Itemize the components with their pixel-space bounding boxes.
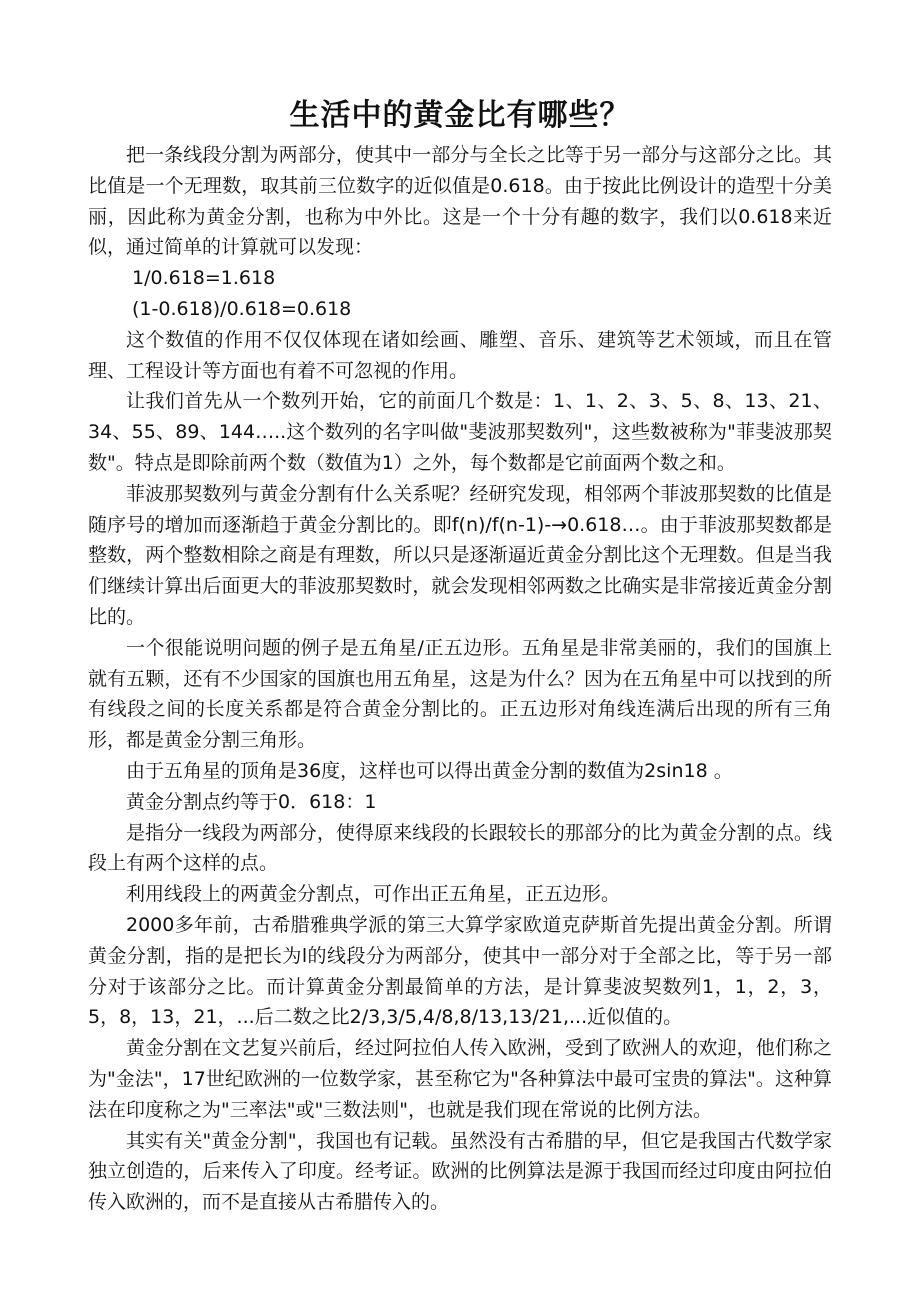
paragraph-apex-angle: 由于五角星的顶角是36度，这样也可以得出黄金分割的数值为2sin18 。 [126, 759, 733, 782]
paragraph-history-europe: 黄金分割在文艺复兴前后，经过阿拉伯人传入欧洲，受到了欧洲人的欢迎，他们称之为"金法"，17世纪欧洲的一位数学家，甚至称它为"各种算法中最可宝贵的算法"。这种算法在印度称之为"三率法"或"三数法则"，也就是我们现在常说的比例方法。 [88, 1037, 832, 1121]
paragraph-golden-point: 黄金分割点约等于0．618：1 [126, 790, 377, 813]
paragraph-history-china: 其实有关"黄金分割"，我国也有记载。虽然没有古希腊的早，但它是我国古代数学家独立创造的，后来传入了印度。经考证。欧洲的比例算法是源于我国而经过印度由阿拉伯传入欧洲的，而不是直接从古希腊传入的。 [88, 1129, 832, 1214]
paragraph-fibonacci-ratio: 菲波那契数列与黄金分割有什么关系呢？经研究发现，相邻两个菲波那契数的比值是随序号的增加而逐渐趋于黄金分割比的。即f(n)/f(n-1)-→0.618…。由于菲波那契数都是整数，两个整数相除之商是有理数，所以只是逐渐逼近黄金分割比这个无理数。但是当我们继续计算出后面更大的菲波那契数时，就会发现相邻两数之比确实是非常接近黄金分割比的。 [88, 482, 832, 628]
document-body [88, 140, 832, 1218]
paragraph-definition: 把一条线段分割为两部分，使其中一部分与全长之比等于另一部分与这部分之比。其比值是一个无理数，取其前三位数字的近似值是0.618。由于按此比例设计的造型十分美丽，因此称为黄金分割，也称为中外比。这是一个十分有趣的数字，我们以0.618来近似，通过简单的计算就可以发现： [88, 144, 832, 259]
formula-line-2: (1-0.618)/0.618=0.618 [132, 297, 352, 320]
document-title: 生活中的黄金比有哪些？ [289, 98, 631, 133]
paragraph-golden-point-definition: 是指分一线段为两部分，使得原来线段的长跟较长的那部分的比为黄金分割的点。线段上有两个这样的点。 [88, 821, 832, 875]
paragraph-applications: 这个数值的作用不仅仅体现在诸如绘画、雕塑、音乐、建筑等艺术领域，而且在管理、工程设计等方面也有着不可忽视的作用。 [88, 328, 832, 382]
formula-line-1: 1/0.618=1.618 [132, 267, 276, 290]
paragraph-pentagram: 一个很能说明问题的例子是五角星/正五边形。五角星是非常美丽的，我们的国旗上就有五颗，还有不少国家的国旗也用五角星，这是为什么？因为在五角星中可以找到的所有线段之间的长度关系都是符合黄金分割比的。正五边形对角线连满后出现的所有三角形，都是黄金分割三角形。 [88, 636, 832, 752]
paragraph-construction: 利用线段上的两黄金分割点，可作出正五角星，正五边形。 [126, 883, 621, 906]
paragraph-history-greece: 2000多年前，古希腊雅典学派的第三大算学家欧道克萨斯首先提出黄金分割。所谓黄金分割，指的是把长为l的线段分为两部分，使其中一部分对于全部之比，等于另一部分对于该部分之比。而计算黄金分割最简单的方法，是计算斐波契数列1，1，2，3，5，8，13，21，...后二数之比2/3,3/5,4/8,8/13,13/21,...近似值的。 [88, 913, 832, 1029]
paragraph-fibonacci-sequence: 让我们首先从一个数列开始，它的前面几个数是：1、1、2、3、5、8、13、21、34、55、89、144…..这个数列的名字叫做"斐波那契数列"，这些数被称为"菲斐波那契数"。特点是即除前两个数（数值为1）之外，每个数都是它前面两个数之和。 [88, 390, 832, 474]
